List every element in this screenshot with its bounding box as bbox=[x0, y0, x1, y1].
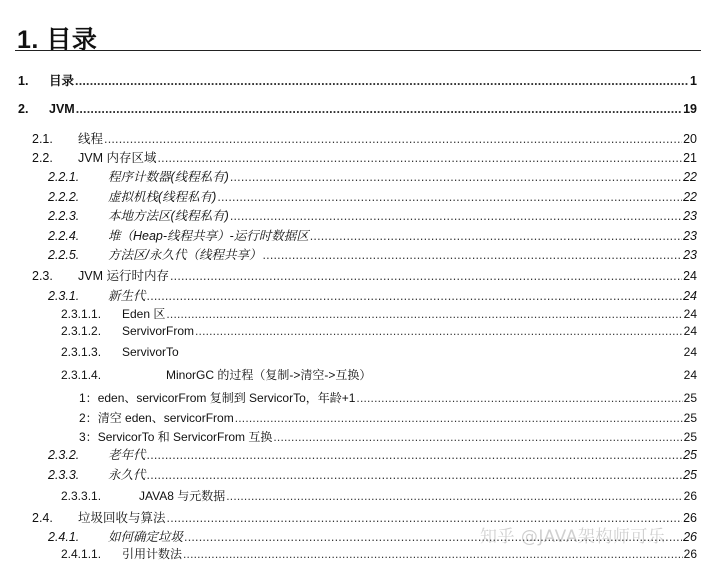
toc-entry[interactable] bbox=[48, 447, 697, 463]
dot-leader bbox=[310, 228, 682, 244]
dot-leader bbox=[76, 101, 682, 117]
dot-leader bbox=[217, 189, 682, 205]
toc-entry-page: 25 bbox=[683, 448, 697, 462]
toc-entry[interactable] bbox=[32, 268, 697, 284]
toc-entry-page: 22 bbox=[683, 190, 697, 204]
toc-entry[interactable] bbox=[48, 467, 697, 483]
toc-entry-label: 线程 bbox=[78, 132, 104, 146]
toc-entry-page: 23 bbox=[683, 229, 697, 243]
dot-leader bbox=[230, 169, 682, 185]
toc-entry-label: eden、servicorFrom 复制到 ServicorTo，年龄+1 bbox=[97, 391, 356, 405]
toc-entry-label: 目录 bbox=[49, 74, 75, 88]
toc-entry-number: 2.3.1.1. bbox=[61, 307, 102, 321]
dot-leader bbox=[147, 288, 683, 304]
toc-entry[interactable] bbox=[79, 390, 697, 406]
toc-entry-page: 24 bbox=[683, 368, 697, 382]
dot-leader bbox=[226, 488, 682, 504]
toc-entry-page: 24 bbox=[683, 289, 697, 303]
toc-entry-number: 2.2.1. bbox=[48, 170, 80, 184]
toc-entry-page: 19 bbox=[683, 102, 697, 116]
toc-entry-number: 2.3.3.1. bbox=[61, 489, 102, 503]
toc-entry[interactable] bbox=[61, 488, 697, 504]
toc-entry[interactable] bbox=[61, 546, 697, 562]
toc-entry-number: 2.4.1. bbox=[48, 530, 80, 544]
toc-entry-number: 2.4. bbox=[32, 511, 53, 525]
dot-leader bbox=[147, 447, 683, 463]
toc-entry[interactable] bbox=[18, 73, 697, 89]
toc-entry-number: 2.3.2. bbox=[48, 448, 80, 462]
toc-entry-label: JVM bbox=[49, 102, 75, 116]
toc-entry-number: 1： bbox=[79, 391, 98, 405]
toc-entry-page: 21 bbox=[683, 151, 697, 165]
dot-leader bbox=[157, 150, 682, 166]
toc-entry-number: 2.3. bbox=[32, 269, 53, 283]
toc-entry-number: 2.3.1.4. bbox=[61, 368, 102, 382]
heading-rule bbox=[15, 50, 701, 51]
toc-heading-number: 1. bbox=[17, 26, 39, 54]
toc-entry-page: 26 bbox=[683, 511, 697, 525]
dot-leader bbox=[104, 131, 682, 147]
dot-leader bbox=[166, 306, 682, 322]
toc-entry-page: 25 bbox=[683, 391, 697, 405]
toc-entry-page: 1 bbox=[690, 74, 697, 88]
dot-leader bbox=[75, 73, 689, 89]
toc-entry[interactable] bbox=[48, 288, 697, 304]
toc-entry-label: Eden 区 bbox=[122, 307, 166, 321]
toc-entry-label: 垃圾回收与算法 bbox=[78, 511, 166, 525]
toc-entry[interactable] bbox=[48, 208, 697, 224]
toc-entry-number: 2.2.3. bbox=[48, 209, 80, 223]
toc-entry-label: 本地方法区(线程私有) bbox=[108, 209, 229, 223]
toc-entry-page: 25 bbox=[683, 468, 697, 482]
toc-entry[interactable] bbox=[32, 150, 697, 166]
toc-entry-number: 2.3.3. bbox=[48, 468, 80, 482]
toc-entry[interactable] bbox=[48, 189, 697, 205]
toc-entry[interactable] bbox=[79, 410, 697, 426]
toc-entry-number: 2.4.1.1. bbox=[61, 547, 102, 561]
toc-entry-page: 23 bbox=[683, 209, 697, 223]
toc-entry-page: 26 bbox=[683, 489, 697, 503]
toc-entry-number: 2： bbox=[79, 411, 98, 425]
toc-entry-label: MinorGC 的过程（复制->清空->互换） bbox=[166, 368, 372, 382]
toc-entry-number: 2. bbox=[18, 102, 29, 116]
toc-entry-label: 老年代 bbox=[108, 448, 146, 462]
toc-entry[interactable] bbox=[61, 367, 697, 383]
toc-entry-number: 2.2.4. bbox=[48, 229, 80, 243]
toc-heading-text: 目录 bbox=[46, 26, 98, 54]
toc-entry-label: JVM 运行时内存 bbox=[78, 269, 169, 283]
toc-entry[interactable] bbox=[61, 323, 697, 339]
dot-leader bbox=[230, 208, 682, 224]
dot-leader bbox=[262, 247, 682, 263]
toc-entry-label: JAVA8 与元数据 bbox=[139, 489, 226, 503]
dot-leader bbox=[273, 429, 682, 445]
toc-entry-page: 24 bbox=[683, 345, 697, 359]
toc-entry[interactable] bbox=[32, 131, 697, 147]
watermark: 知乎 @JAVA架构师可乐 bbox=[480, 527, 666, 547]
toc-entry-label: 如何确定垃圾 bbox=[108, 530, 184, 544]
toc-entry-page: 26 bbox=[683, 530, 697, 544]
toc-entry-number: 2.1. bbox=[32, 132, 53, 146]
toc-entry[interactable] bbox=[61, 344, 697, 360]
toc-entry-label: ServivorFrom bbox=[122, 324, 195, 338]
toc-entry-page: 25 bbox=[683, 411, 697, 425]
toc-entry-number: 2.2. bbox=[32, 151, 53, 165]
toc-entry-label: ServivorTo bbox=[122, 345, 179, 359]
toc-entry[interactable] bbox=[48, 169, 697, 185]
toc-entry-page: 26 bbox=[683, 547, 697, 561]
dot-leader bbox=[195, 323, 683, 339]
toc-entry-page: 25 bbox=[683, 430, 697, 444]
toc-entry-label: 方法区/永久代（线程共享） bbox=[108, 248, 262, 262]
toc-entry-label: 引用计数法 bbox=[122, 547, 183, 561]
toc-entry-page: 22 bbox=[683, 170, 697, 184]
toc-entry-label: ServicorTo 和 ServicorFrom 互换 bbox=[97, 430, 273, 444]
dot-leader bbox=[147, 467, 683, 483]
toc-entry-number: 1. bbox=[18, 74, 29, 88]
toc-entry[interactable] bbox=[48, 247, 697, 263]
toc-entry-page: 24 bbox=[683, 324, 697, 338]
toc-entry-label: JVM 内存区域 bbox=[78, 151, 157, 165]
toc-entry-number: 3： bbox=[79, 430, 98, 444]
toc-entry[interactable] bbox=[61, 306, 697, 322]
toc-entry-number: 2.2.2. bbox=[48, 190, 80, 204]
toc-entry-number: 2.3.1. bbox=[48, 289, 80, 303]
dot-leader bbox=[183, 546, 683, 562]
toc-entry[interactable] bbox=[18, 101, 697, 117]
toc-entry-label: 程序计数器(线程私有) bbox=[108, 170, 229, 184]
toc-entry-label: 堆（Heap-线程共享）-运行时数据区 bbox=[108, 229, 309, 243]
toc-entry-page: 24 bbox=[683, 269, 697, 283]
toc-entry-page: 20 bbox=[683, 132, 697, 146]
dot-leader bbox=[356, 390, 682, 406]
dot-leader bbox=[170, 268, 682, 284]
toc-entry-page: 24 bbox=[683, 307, 697, 321]
toc-entry-page: 23 bbox=[683, 248, 697, 262]
toc-entry-number: 2.3.1.3. bbox=[61, 345, 102, 359]
toc-entry-number: 2.3.1.2. bbox=[61, 324, 102, 338]
toc-entry-label: 虚拟机栈(线程私有) bbox=[108, 190, 217, 204]
toc-entry-label: 清空 eden、servicorFrom bbox=[97, 411, 234, 425]
toc-entry-label: 新生代 bbox=[108, 289, 146, 303]
toc-entry-number: 2.2.5. bbox=[48, 248, 80, 262]
toc-entry[interactable] bbox=[79, 429, 697, 445]
toc-entry-label: 永久代 bbox=[108, 468, 146, 482]
dot-leader bbox=[235, 410, 683, 426]
toc-entry[interactable] bbox=[48, 228, 697, 244]
